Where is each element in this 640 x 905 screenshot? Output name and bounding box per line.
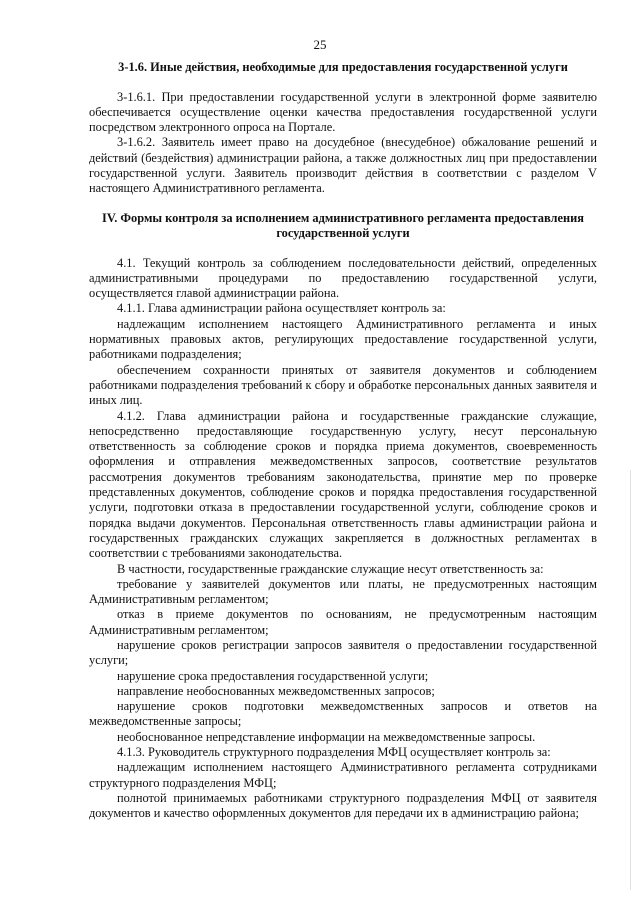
paragraph-control-item: надлежащим исполнением настоящего Административного регламента и иных нормативных правовых актов, регулирующих предоставление государственной услуги, работниками подразделения; bbox=[89, 316, 597, 362]
section-heading-iv: IV. Формы контроля за исполнением административного регламента предоставления государственной услуги bbox=[102, 210, 584, 241]
paragraph-responsibility-item: требование у заявителей документов или платы, не предусмотренных настоящим Административным регламентом; bbox=[89, 576, 597, 607]
paragraph-3-1-6-1: 3-1.6.1. При предоставлении государственной услуги в электронной форме заявителю обеспечивается осуществление оценки качества предоставления государственной услуги посредством электронного опроса на Портале. bbox=[89, 89, 597, 135]
scan-edge-line bbox=[630, 470, 639, 890]
paragraph-responsibility-item: отказ в приеме документов по основаниям, не предусмотренным настоящим Административным регламентом; bbox=[89, 607, 597, 637]
paragraph-4-1-1: 4.1.1. Глава администрации района осуществляет контроль за: bbox=[117, 301, 446, 316]
paragraph-responsibility-intro: В частности, государственные гражданские служащие несут ответственность за: bbox=[117, 561, 544, 576]
paragraph-4-1: 4.1. Текущий контроль за соблюдением последовательности действий, определенных административными процедурами по предоставлению государственной услуги, осуществляется главой администрации района. bbox=[89, 255, 597, 301]
paragraph-responsibility-item: направление необоснованных межведомственных запросов; bbox=[117, 683, 435, 698]
paragraph-responsibility-item: нарушение сроков регистрации запросов заявителя о предоставлении государственной услуги; bbox=[89, 638, 597, 668]
paragraph-responsibility-item: нарушение сроков подготовки межведомственных запросов и ответов на межведомственные запросы; bbox=[89, 699, 597, 729]
document-body bbox=[89, 60, 597, 822]
section-heading-3-1-6: 3-1.6. Иные действия, необходимые для предоставления государственной услуги bbox=[118, 60, 568, 74]
paragraph-4-1-2: 4.1.2. Глава администрации района и государственные гражданские служащие, непосредственно предоставляющие государственную услугу, несут персональную ответственность за соблюдение сроков и порядка приема документов, своевременность оформления и отправления межведомственных запросов, соответствие результатов рассмотрения документов требованиям законодательства, принятие мер по проверке представленных документов, соблюдение сроков и порядка предоставления государственной услуги, подготовки отказа в предоставлении государственной услуги, соблюдение сроков и порядка выдачи документов. Персональная ответственность главы администрации района и государственных гражданских служащих закрепляется в должностных регламентах в соответствии с требованиями законодательства. bbox=[89, 408, 597, 561]
paragraph-4-1-3: 4.1.3. Руководитель структурного подразделения МФЦ осуществляет контроль за: bbox=[117, 745, 551, 760]
paragraph-control-item: обеспечением сохранности принятых от заявителя документов и соблюдением работниками подразделения требований к сбору и обработке персональных данных заявителя и иных лиц. bbox=[89, 362, 597, 408]
paragraph-3-1-6-2: 3-1.6.2. Заявитель имеет право на досудебное (внесудебное) обжалование решений и действий (бездействия) администрации района, а также должностных лиц при предоставлении государственной услуги. Заявитель производит действия в соответствии с разделом V настоящего Административного регламента. bbox=[89, 135, 597, 196]
paragraph-mfc-control-item: надлежащим исполнением настоящего Административного регламента сотрудниками структурного подразделения МФЦ; bbox=[89, 760, 597, 790]
paragraph-mfc-control-item: полнотой принимаемых работниками структурного подразделения МФЦ от заявителя документов и качество оформленных документов для передачи их в администрацию района; bbox=[89, 790, 597, 821]
page-number: 25 bbox=[313, 37, 327, 52]
paragraph-responsibility-item: необоснованное непредставление информации на межведомственные запросы. bbox=[117, 729, 536, 744]
paragraph-responsibility-item: нарушение срока предоставления государственной услуги; bbox=[117, 668, 429, 683]
